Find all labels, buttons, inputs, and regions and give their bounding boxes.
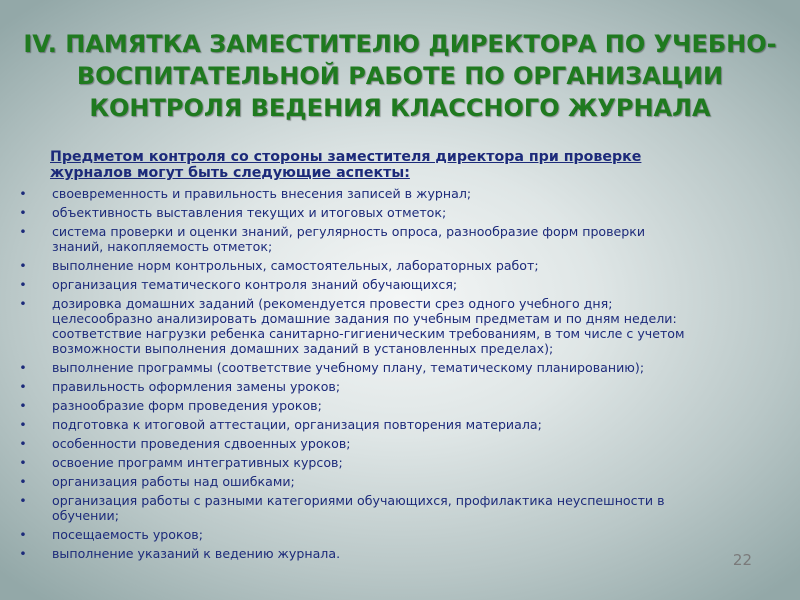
list-item-line: возможности выполнения домашних заданий в установленных пределах);	[52, 340, 554, 356]
list-item-line: дозировка домашних заданий (рекомендуется провести срез одного учебного дня;	[52, 296, 613, 312]
list-item-line: обучении;	[52, 508, 119, 524]
bullet-icon: •	[19, 474, 27, 490]
bullet-icon: •	[19, 277, 27, 293]
bullet-icon: •	[19, 493, 27, 509]
list-item	[16, 206, 788, 221]
list-item-text	[52, 225, 788, 255]
list-item	[16, 225, 788, 255]
slide-title	[20, 28, 780, 124]
page-number: 22	[732, 551, 752, 569]
list-item	[16, 297, 788, 356]
intro-text	[50, 149, 780, 181]
bullet-icon: •	[19, 378, 27, 394]
list-item-line: объективность выставления текущих и итоговых отметок;	[52, 205, 447, 221]
bullet-icon: •	[19, 546, 27, 562]
list-item-text	[52, 399, 788, 414]
list-item-text	[52, 380, 788, 395]
bullet-icon: •	[19, 258, 27, 274]
list-item-line: посещаемость уроков;	[52, 527, 203, 543]
intro-line: журналов могут быть следующие аспекты:	[50, 165, 410, 181]
list-item-line: выполнение указаний к ведению журнала.	[52, 546, 341, 562]
bullet-icon: •	[19, 455, 27, 471]
bullet-icon: •	[19, 397, 27, 413]
list-item-line: система проверки и оценки знаний, регулярность опроса, разнообразие форм проверки	[52, 224, 646, 240]
list-item	[16, 437, 788, 452]
bullet-icon: •	[19, 205, 27, 221]
list-item-line: организация работы над ошибками;	[52, 474, 295, 490]
list-item	[16, 259, 788, 274]
bullet-icon: •	[19, 527, 27, 543]
list-item	[16, 418, 788, 433]
list-item-text	[52, 528, 788, 543]
list-item	[16, 528, 788, 543]
list-item	[16, 456, 788, 471]
list-item	[16, 494, 788, 524]
list-item-line: правильность оформления замены уроков;	[52, 378, 341, 394]
bullet-icon: •	[19, 224, 27, 240]
list-item-line: выполнение программы (соответствие учебному плану, тематическому планированию);	[52, 359, 645, 375]
list-item	[16, 380, 788, 395]
list-item-text	[52, 278, 788, 293]
list-item-text	[52, 361, 788, 376]
bullet-icon: •	[19, 417, 27, 433]
list-item-text	[52, 259, 788, 274]
aspects-list	[16, 187, 788, 566]
bullet-icon: •	[19, 436, 27, 452]
list-item-text	[52, 206, 788, 221]
list-item-line: знаний, накопляемость отметок;	[52, 238, 273, 254]
list-item-text	[52, 187, 788, 202]
list-item-text	[52, 494, 788, 524]
list-item-text	[52, 418, 788, 433]
list-item-line: своевременность и правильность внесения записей в журнал;	[52, 186, 472, 201]
list-item-text	[52, 456, 788, 471]
bullet-icon: •	[19, 359, 27, 375]
list-item-line: особенности проведения сдвоенных уроков;	[52, 436, 351, 452]
title-line: ВОСПИТАТЕЛЬНОЙ РАБОТЕ ПО ОРГАНИЗАЦИИ	[76, 62, 724, 90]
list-item-line: соответствие нагрузки ребенка санитарно-гигиеническим требованиям, в том числе с учетом	[52, 325, 685, 341]
list-item-line: разнообразие форм проведения уроков;	[52, 397, 322, 413]
list-item-line: организация тематического контроля знаний обучающихся;	[52, 277, 458, 293]
list-item	[16, 361, 788, 376]
list-item-text	[52, 475, 788, 490]
list-item	[16, 278, 788, 293]
list-item-line: подготовка к итоговой аттестации, организация повторения материала;	[52, 417, 542, 433]
list-item	[16, 475, 788, 490]
list-item-line: целесообразно анализировать домашние задания по учебным предметам и по дням недели:	[52, 311, 677, 327]
bullet-icon: •	[19, 296, 27, 312]
list-item-text	[52, 547, 788, 562]
list-item	[16, 187, 788, 202]
list-item	[16, 399, 788, 414]
title-line: IV. ПАМЯТКА ЗАМЕСТИТЕЛЮ ДИРЕКТОРА ПО УЧЕБНО-	[23, 30, 777, 58]
list-item	[16, 547, 788, 562]
bullet-icon: •	[19, 186, 27, 201]
list-item-line: организация работы с разными категориями обучающихся, профилактика неуспешности в	[52, 493, 665, 509]
title-line: КОНТРОЛЯ ВЕДЕНИЯ КЛАССНОГО ЖУРНАЛА	[89, 94, 711, 122]
intro-line: Предметом контроля со стороны заместителя директора при проверке	[50, 149, 642, 165]
list-item-line: освоение программ интегративных курсов;	[52, 455, 343, 471]
list-item-text	[52, 437, 788, 452]
list-item-line: выполнение норм контрольных, самостоятельных, лабораторных работ;	[52, 258, 539, 274]
list-item-text	[52, 297, 788, 356]
